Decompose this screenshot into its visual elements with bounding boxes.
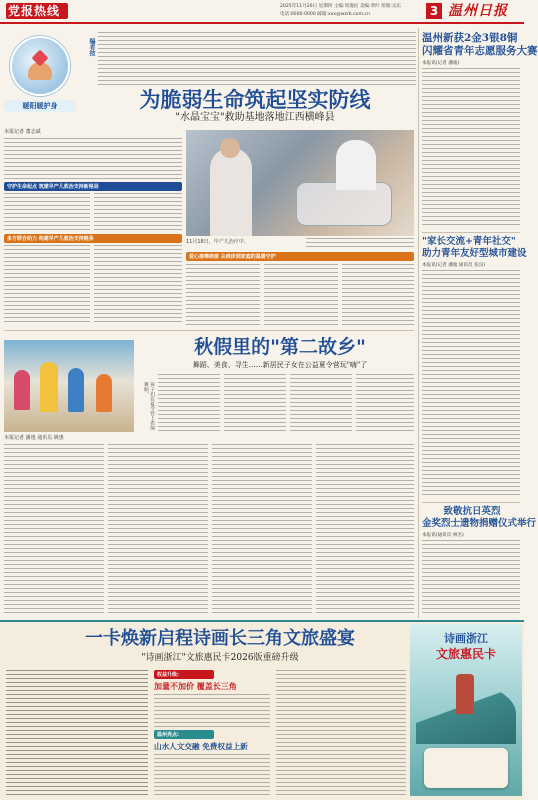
right-h3b: 金奖烈士遗物捐赠仪式举行: [422, 518, 537, 529]
right-h2: "家长交流+青年社交": [422, 236, 516, 247]
story2-col1-text: [158, 374, 220, 432]
right-h2b: 助力青年友好型城市建设: [422, 248, 527, 259]
right-h1b: 闪耀省青年志愿服务大赛: [422, 45, 538, 57]
story2-title: 秋假里的"第二故乡": [194, 336, 366, 358]
editor-note-text: [98, 32, 416, 86]
story2-bottom-col4-text: [316, 444, 414, 616]
feature-box2-text: [154, 754, 270, 796]
doctor-figure: [336, 140, 376, 190]
story1-subtitle: "水晶宝宝"救助基地落地江西横峰县: [175, 112, 335, 123]
card-plate: [424, 748, 508, 788]
story1-byline: 本报记者 董志斌: [4, 129, 41, 135]
date-line: 2025年11月20日 星期四 主编:周逸民 美编:黄叶 组版:吴东: [280, 4, 402, 9]
story2-subtitle: 舞蹈、美食、寻生……新居民子女在公益夏令营玩"嗨"了: [192, 361, 368, 369]
right-divider-2: [422, 502, 520, 503]
story2-col3-text: [290, 374, 352, 432]
feature-card-image: [410, 624, 522, 796]
photo-caption: 11月18日，早产儿治疗中。: [186, 239, 249, 245]
kid-3: [68, 368, 84, 412]
section-title: 党报热线: [8, 4, 61, 18]
paper-logo: 温州日报: [448, 3, 508, 19]
masthead: [0, 0, 524, 24]
badge-caption: 暖阳暖护身: [4, 100, 76, 112]
feature-title: 一卡焕新启程诗画长三角文旅盛宴: [85, 628, 355, 649]
right-byline-1: 本报讯(记者 潘逸): [422, 61, 460, 66]
story2-col4-text: [356, 374, 414, 432]
story1-col1b-text: [4, 245, 90, 325]
story1-intro-text: [4, 138, 182, 180]
story2-bottom-col3-text: [212, 444, 312, 616]
story2-photo: [4, 340, 134, 432]
story1-col5-text: [342, 264, 414, 326]
right-column-rule: [418, 28, 419, 618]
right-article-2-text: [422, 270, 520, 498]
story1-col3-text: [186, 264, 260, 326]
kid-4: [96, 374, 112, 412]
story1-col2-text: [94, 193, 182, 231]
right-article-1-text: [422, 68, 520, 228]
right-byline-3: 本报讯(通讯员 林杰): [422, 533, 464, 538]
right-article-3-text: [422, 540, 520, 616]
feature-box1-text: [154, 694, 270, 728]
feature-box1-head: 权益升级:: [154, 670, 214, 679]
divider: [4, 330, 414, 331]
feature-box2-body: 山水人文交融 免费权益上新: [154, 742, 248, 751]
right-divider-1: [422, 232, 520, 233]
right-h3: 致敬抗日英烈: [443, 506, 501, 517]
story1-subhead-1: 守护生命起点 筑建早产儿救治支持新格局: [4, 182, 182, 191]
card-subtitle: 文旅惠民卡: [435, 647, 496, 661]
story2-byline: 本报记者 潘逸 通讯员 姚惠: [4, 435, 64, 441]
story2-bottom-col2-text: [108, 444, 208, 616]
story2-col2-text: [224, 374, 286, 432]
feature-box1-body: 加量不加价 覆盖长三角: [154, 681, 237, 691]
feature-subtitle: "诗画浙江"文旅惠民卡2026版重磅升级: [141, 653, 299, 663]
story2-bottom-col1-text: [4, 444, 104, 616]
story2-photo-caption: 孩子们在夏令营上表演舞蹈。: [143, 382, 154, 430]
nurse-head: [220, 138, 240, 158]
card-pagoda: [456, 674, 474, 714]
photo-caption-text: [306, 238, 414, 250]
feature-col1-text: [6, 670, 148, 796]
lead-badge: [4, 32, 76, 116]
nurse-figure: [210, 148, 252, 236]
story1-subhead-2: 多方联合助力 构建早产儿救治支持链条: [4, 234, 182, 243]
right-h1: 温州新获2金3银8铜: [422, 32, 518, 44]
story1-title: 为脆弱生命筑起坚实防线: [139, 87, 371, 112]
contact-line: 电话:0000-0000 邮箱:xxx@wzrb.com.cn: [280, 12, 370, 17]
kid-2: [40, 362, 58, 412]
feature-box2-head: 温州亮点:: [154, 730, 214, 739]
right-byline-2: 本报讯(记者 潘逸 通讯员 张良): [422, 263, 486, 268]
feature-col3-text: [276, 670, 406, 796]
story1-col4-text: [264, 264, 338, 326]
card-title: 诗画浙江: [444, 632, 488, 645]
story1-subhead-3: 爱心接棒续接 从病床到家庭的温暖守护: [186, 252, 414, 261]
kid-1: [14, 370, 30, 410]
page-number: 3: [426, 3, 442, 19]
story1-col2b-text: [94, 245, 182, 325]
story1-photo: [186, 130, 414, 236]
story1-col1-text: [4, 193, 90, 231]
editor-note-head: 编者按: [88, 38, 95, 56]
